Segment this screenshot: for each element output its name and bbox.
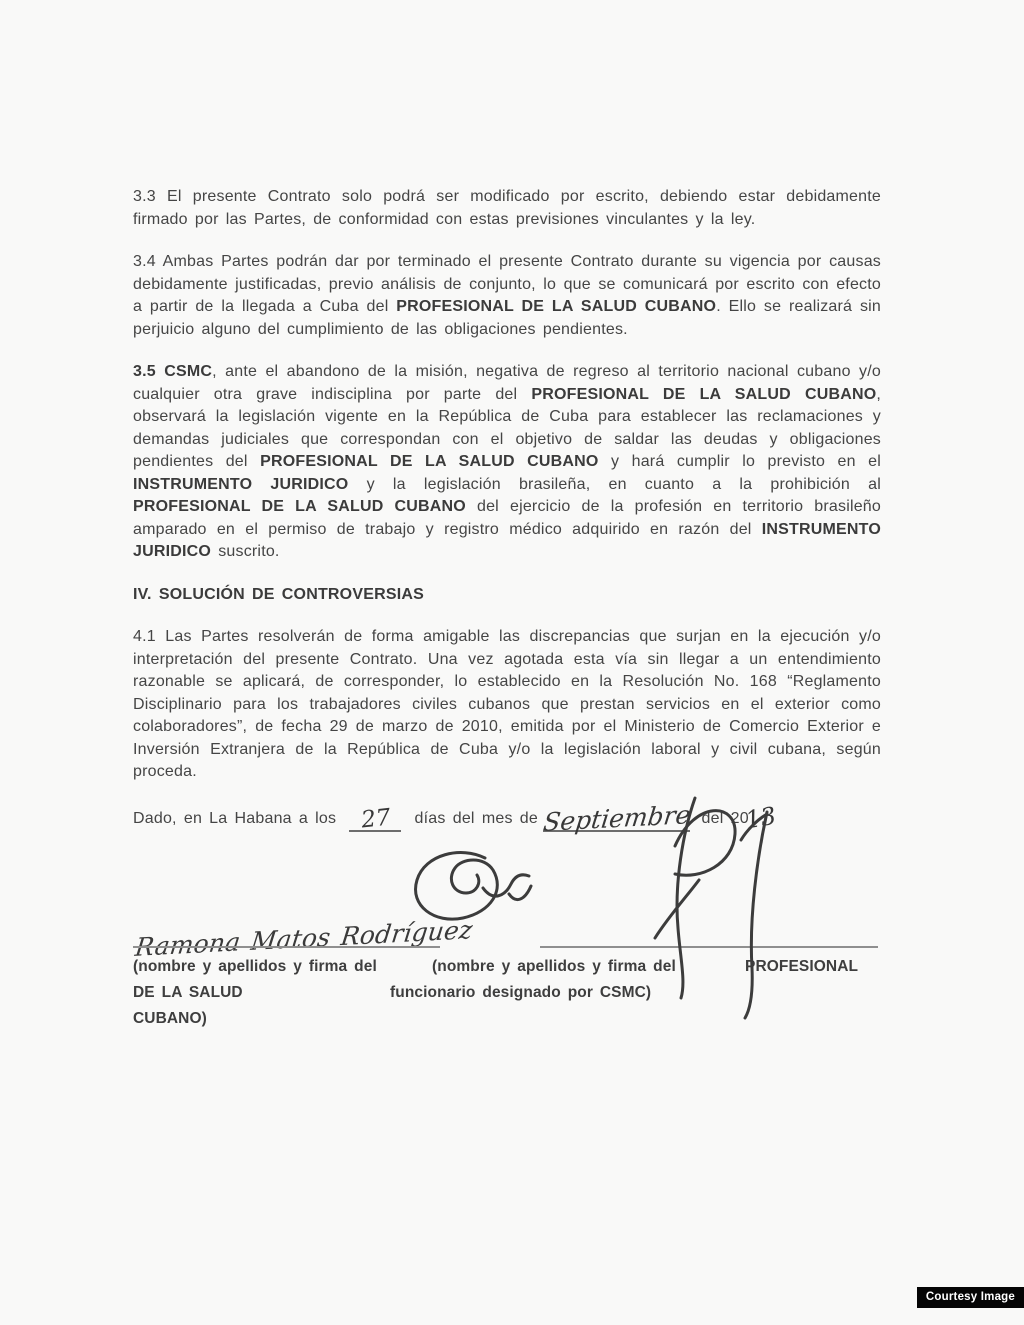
clause-3-4-text-1: 3.4 Ambas Partes podrán dar por terminado el presente Contrato durante su vigencia por causas debidamente justificadas, previo análisis de conjunto, lo que se comunicará por escrito con efecto a partir de la llegada a Cuba del xyxy=(133,253,881,315)
clause-3-4-text-2: . Ello se realizará sin perjuicio alguno del cumplimiento de las obligaciones pendientes. xyxy=(133,298,881,338)
clause-3-5-text-2: , observará la legislación vigente en la República de Cuba para establecer las reclamaciones y demandas judiciales que correspondan con el objetivo de saldar las deudas y obligaciones pendientes del xyxy=(133,385,882,470)
signature-flourish-icon xyxy=(399,846,539,926)
clause-3-5-bold-4: PROFESIONAL DE LA SALUD CUBANO xyxy=(133,498,466,515)
clause-3-5-text-4: y la legislación brasileña, en cuanto a la prohibición al xyxy=(348,475,881,493)
contract-body xyxy=(133,186,881,1042)
clause-3-5-bold-0: 3.5 CSMC xyxy=(133,363,213,380)
clause-3-5-text-5: del ejercicio de la profesión en territorio brasileño amparado en el permiso de trabajo y registro médico adquirido en razón del xyxy=(133,498,881,538)
clause-3-5-text-3: y hará cumplir lo previsto en el xyxy=(598,453,882,470)
clause-3-5-text-6: suscrito. xyxy=(211,543,280,560)
handwritten-year: 13 xyxy=(743,801,779,834)
clause-3-4-bold-1: PROFESIONAL DE LA SALUD CUBANO xyxy=(396,298,717,315)
clause-3-5 xyxy=(133,361,881,564)
day-blank xyxy=(349,805,401,833)
clause-3-3 xyxy=(133,186,881,231)
caption-line2-mid: funcionario designado por CSMC) xyxy=(390,984,652,1001)
clause-4-1-text: 4.1 Las Partes resolverán de forma amigable las discrepancias que surjan en la ejecución y/o interpretación del presente Contrato. Una vez agotada esta vía sin llegar a un entendimiento razonable se aplicará, de corresponder, lo establecido en la Resolución No. 168 “Reglamento Disciplinario para los trabajadores civiles cubanos que prestan servicios en el exterior como colaboradores”, de fecha 29 de marzo de 2010, emitida por el Ministerio de Comercio Exterior e Inversión Extranjera de la República de Cuba y/o la legislación laboral y civil cubana, según proceda. xyxy=(133,628,881,780)
handwritten-day: 27 xyxy=(359,804,392,833)
clause-3-5-bold-1: PROFESIONAL DE LA SALUD CUBANO xyxy=(531,385,877,403)
section-iv-heading: IV. SOLUCIÓN DE CONTROVERSIAS xyxy=(133,585,424,603)
date-middle: días del mes de xyxy=(414,809,538,827)
clause-3-5-bold-3: INSTRUMENTO JURIDICO xyxy=(133,475,349,493)
clause-3-5-bold-2: PROFESIONAL DE LA SALUD CUBANO xyxy=(260,453,599,470)
clause-3-5-text-1: , ante el abandono de la misión, negativa de regreso al territorio nacional cubano y/o cualquier otra grave indisciplina por parte del xyxy=(133,363,881,403)
caption-line2-left: DE LA SALUD xyxy=(133,984,243,1001)
clause-3-5-bold-5: INSTRUMENTO JURIDICO xyxy=(133,520,881,560)
handwritten-month: Septiembre xyxy=(541,799,693,837)
courtesy-image-badge: Courtesy Image xyxy=(917,1287,1024,1308)
date-prefix: Dado, en La Habana a los xyxy=(133,809,337,827)
caption-line1-left: (nombre y apellidos y firma del xyxy=(133,958,377,975)
clause-4-1 xyxy=(133,626,881,784)
clause-3-3-text: 3.3 El presente Contrato solo podrá ser modificado por escrito, debiendo estar debidamente firmado por las Partes, de conformidad con estas previsiones vinculantes y la ley. xyxy=(133,188,881,228)
left-signature-name: Ramona Matos Rodríguez xyxy=(133,914,475,962)
caption-line1-right: PROFESIONAL xyxy=(745,958,859,975)
left-signature-line xyxy=(133,946,440,948)
date-year-prefix: del 20 xyxy=(701,809,749,827)
right-signature-scribble-icon xyxy=(599,786,829,1021)
clause-3-4 xyxy=(133,251,881,341)
caption-line3-left: CUBANO) xyxy=(133,1010,207,1027)
signature-area xyxy=(133,846,881,962)
caption-line1-mid: (nombre y apellidos y firma del xyxy=(432,958,676,975)
